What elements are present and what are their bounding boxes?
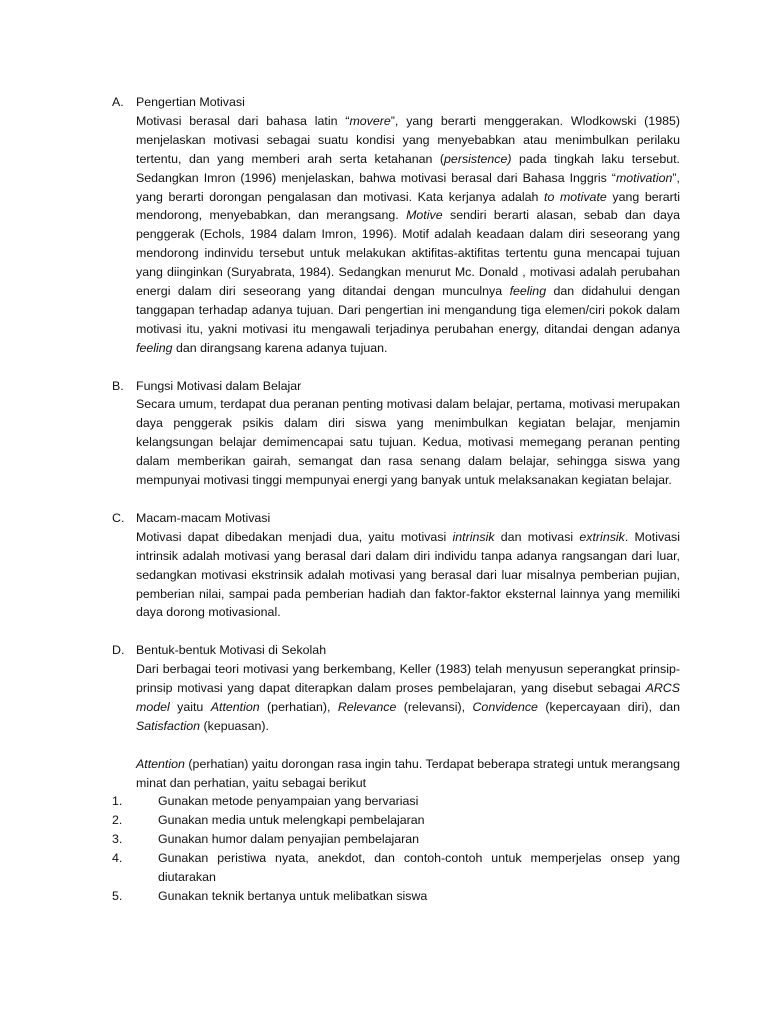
text-run: dan motivasi	[494, 529, 580, 544]
text-run: ”, yang berarti menggerakan. Wlodkowski (1985) menjelaskan motivasi sebagai suatu kondisi yang menyebabkan atau menimbulkan perilaku tertentu, dan yang memberi arah serta ketahanan (	[136, 113, 680, 166]
section-title: Bentuk-bentuk Motivasi di Sekolah	[136, 643, 327, 658]
section-letter: D.	[112, 643, 125, 658]
section-letter: B.	[112, 378, 124, 393]
section-title: Pengertian Motivasi	[136, 95, 245, 109]
paragraph	[136, 755, 680, 793]
list-text: Gunakan media untuk melengkapi pembelajaran	[158, 813, 425, 828]
section-title: Fungsi Motivasi dalam Belajar	[136, 378, 302, 393]
strategy-list	[112, 792, 680, 905]
paragraph	[136, 660, 680, 736]
text-run: dan didahului dengan tanggapan terhadap adanya tujuan. Dari pengertian ini mengandung tiga elemen/ciri pokok dalam motivasi itu, yakni motivasi itu mengawali terjadinya perubahan energy, ditandai dengan adanya	[136, 284, 681, 336]
text-run: (perhatian),	[259, 699, 338, 714]
section-letter: A.	[112, 95, 124, 109]
italic-text-run: Attention	[210, 699, 260, 714]
list-text: Gunakan teknik bertanya untuk melibatkan siswa	[158, 889, 428, 903]
text-run: Motivasi berasal dari bahasa latin “	[136, 113, 350, 128]
list-number: 1.	[112, 794, 123, 809]
text-run: sendiri berarti alasan, sebab dan daya penggerak (Echols, 1984 dalam Imron, 1996). Motif adalah keadaan dalam diri seseorang yang mendorong indinvidu tersebut untuk melakukan aktifitas-aktifitas tertentu guna mencapai tujuan yang diinginkan (Suryabrata, 1984). Sedangkan menurut Mc. Donald , motivasi adalah perubahan energi dalam diri seseorang yang ditandai dengan munculnya	[136, 208, 680, 299]
italic-text-run: Convidence	[472, 699, 538, 714]
italic-text-run: to motivate	[544, 189, 607, 204]
italic-text-run: Satisfaction	[136, 718, 201, 733]
italic-text-run: movere	[349, 113, 391, 128]
italic-text-run: motivation	[615, 170, 673, 185]
text-run: yaitu	[169, 699, 211, 714]
section-letter: C.	[112, 510, 125, 525]
italic-text-run: intrinsik	[452, 529, 495, 544]
section-title: Macam-macam Motivasi	[136, 510, 271, 525]
text-run: dan dirangsang karena adanya tujuan.	[172, 340, 388, 355]
text-run: (perhatian) yaitu dorongan rasa ingin tahu. Terdapat beberapa strategi untuk merangsang minat dan perhatian, yaitu sebagai berikut	[136, 756, 680, 790]
section-a	[112, 93, 680, 358]
section-c	[112, 509, 680, 622]
text-run: Motivasi dapat dibedakan menjadi dua, yaitu motivasi	[136, 529, 453, 544]
italic-text-run: Relevance	[337, 699, 397, 714]
text-run: (kepercayaan diri), dan	[537, 699, 680, 714]
italic-text-run: extrinsik	[579, 529, 625, 544]
text-run: yang berarti mendorong, menyebabkan, dan merangsang.	[136, 189, 681, 223]
paragraph	[136, 112, 680, 358]
italic-text-run: feeling	[136, 340, 173, 355]
italic-text-run: persistence)	[444, 151, 512, 166]
list-item	[112, 849, 680, 887]
list-item	[112, 830, 680, 849]
italic-text-run: Motive	[406, 208, 443, 223]
list-number: 4.	[112, 851, 123, 866]
list-text: Gunakan metode penyampaian yang bervariasi	[158, 794, 419, 809]
paragraph	[136, 395, 680, 490]
text-run: ”, yang berarti dorongan pengalasan dan motivasi. Kata kerjanya adalah	[136, 170, 680, 204]
italic-text-run: feeling	[509, 284, 547, 299]
document-body	[112, 93, 680, 925]
list-text: Gunakan humor dalam penyajian pembelajaran	[158, 832, 420, 847]
text-run: Dari berbagai teori motivasi yang berkembang, Keller (1983) telah menyusun seperangkat prinsip-prinsip motivasi yang dapat diterapkan dalam proses pembelajaran, yang disebut sebagai	[136, 662, 680, 696]
text-run: (kepuasan).	[200, 718, 269, 733]
list-number: 2.	[112, 813, 123, 828]
list-item	[112, 887, 680, 906]
section-d	[112, 641, 680, 906]
list-item	[112, 792, 680, 811]
text-run: (relevansi),	[396, 699, 473, 714]
list-text: Gunakan peristiwa nyata, anekdot, dan contoh-contoh untuk memperjelas onsep yang diutarakan	[158, 851, 680, 885]
italic-text-run: ARCS model	[136, 681, 680, 714]
list-item	[112, 811, 680, 830]
text-run: . Motivasi intrinsik adalah motivasi yang berasal dari dalam diri individu tanpa adanya rangsangan dari luar, sedangkan motivasi ekstrinsik adalah motivasi yang berasal dari luar misalnya pemberian pujian, pemberian nilai, sampai pada pemberian hadiah dan faktor-faktor eksternal lainnya yang memiliki daya dorong motivasional.	[136, 529, 680, 620]
italic-text-run: Attention	[136, 756, 185, 771]
list-number: 5.	[112, 889, 123, 903]
section-b	[112, 377, 680, 490]
list-number: 3.	[112, 832, 123, 847]
text-run: Secara umum, terdapat dua peranan penting motivasi dalam belajar, pertama, motivasi merupakan daya penggerak psikis dalam diri siswa yang menimbulkan kegiatan belajar, menjamin kelangsungan belajar demimencapai satu tujuan. Kedua, motivasi memegang peranan penting dalam memberikan gairah, semangat dan rasa senang dalam belajar, sehingga siswa yang mempunyai motivasi tinggi mempunyai energi yang banyak untuk melaksanakan kegiatan belajar.	[136, 397, 680, 488]
text-run: pada tingkah laku tersebut. Sedangkan Imron (1996) menjelaskan, bahwa motivasi berasal dari Bahasa Inggris “	[136, 151, 680, 185]
paragraph	[136, 528, 680, 623]
